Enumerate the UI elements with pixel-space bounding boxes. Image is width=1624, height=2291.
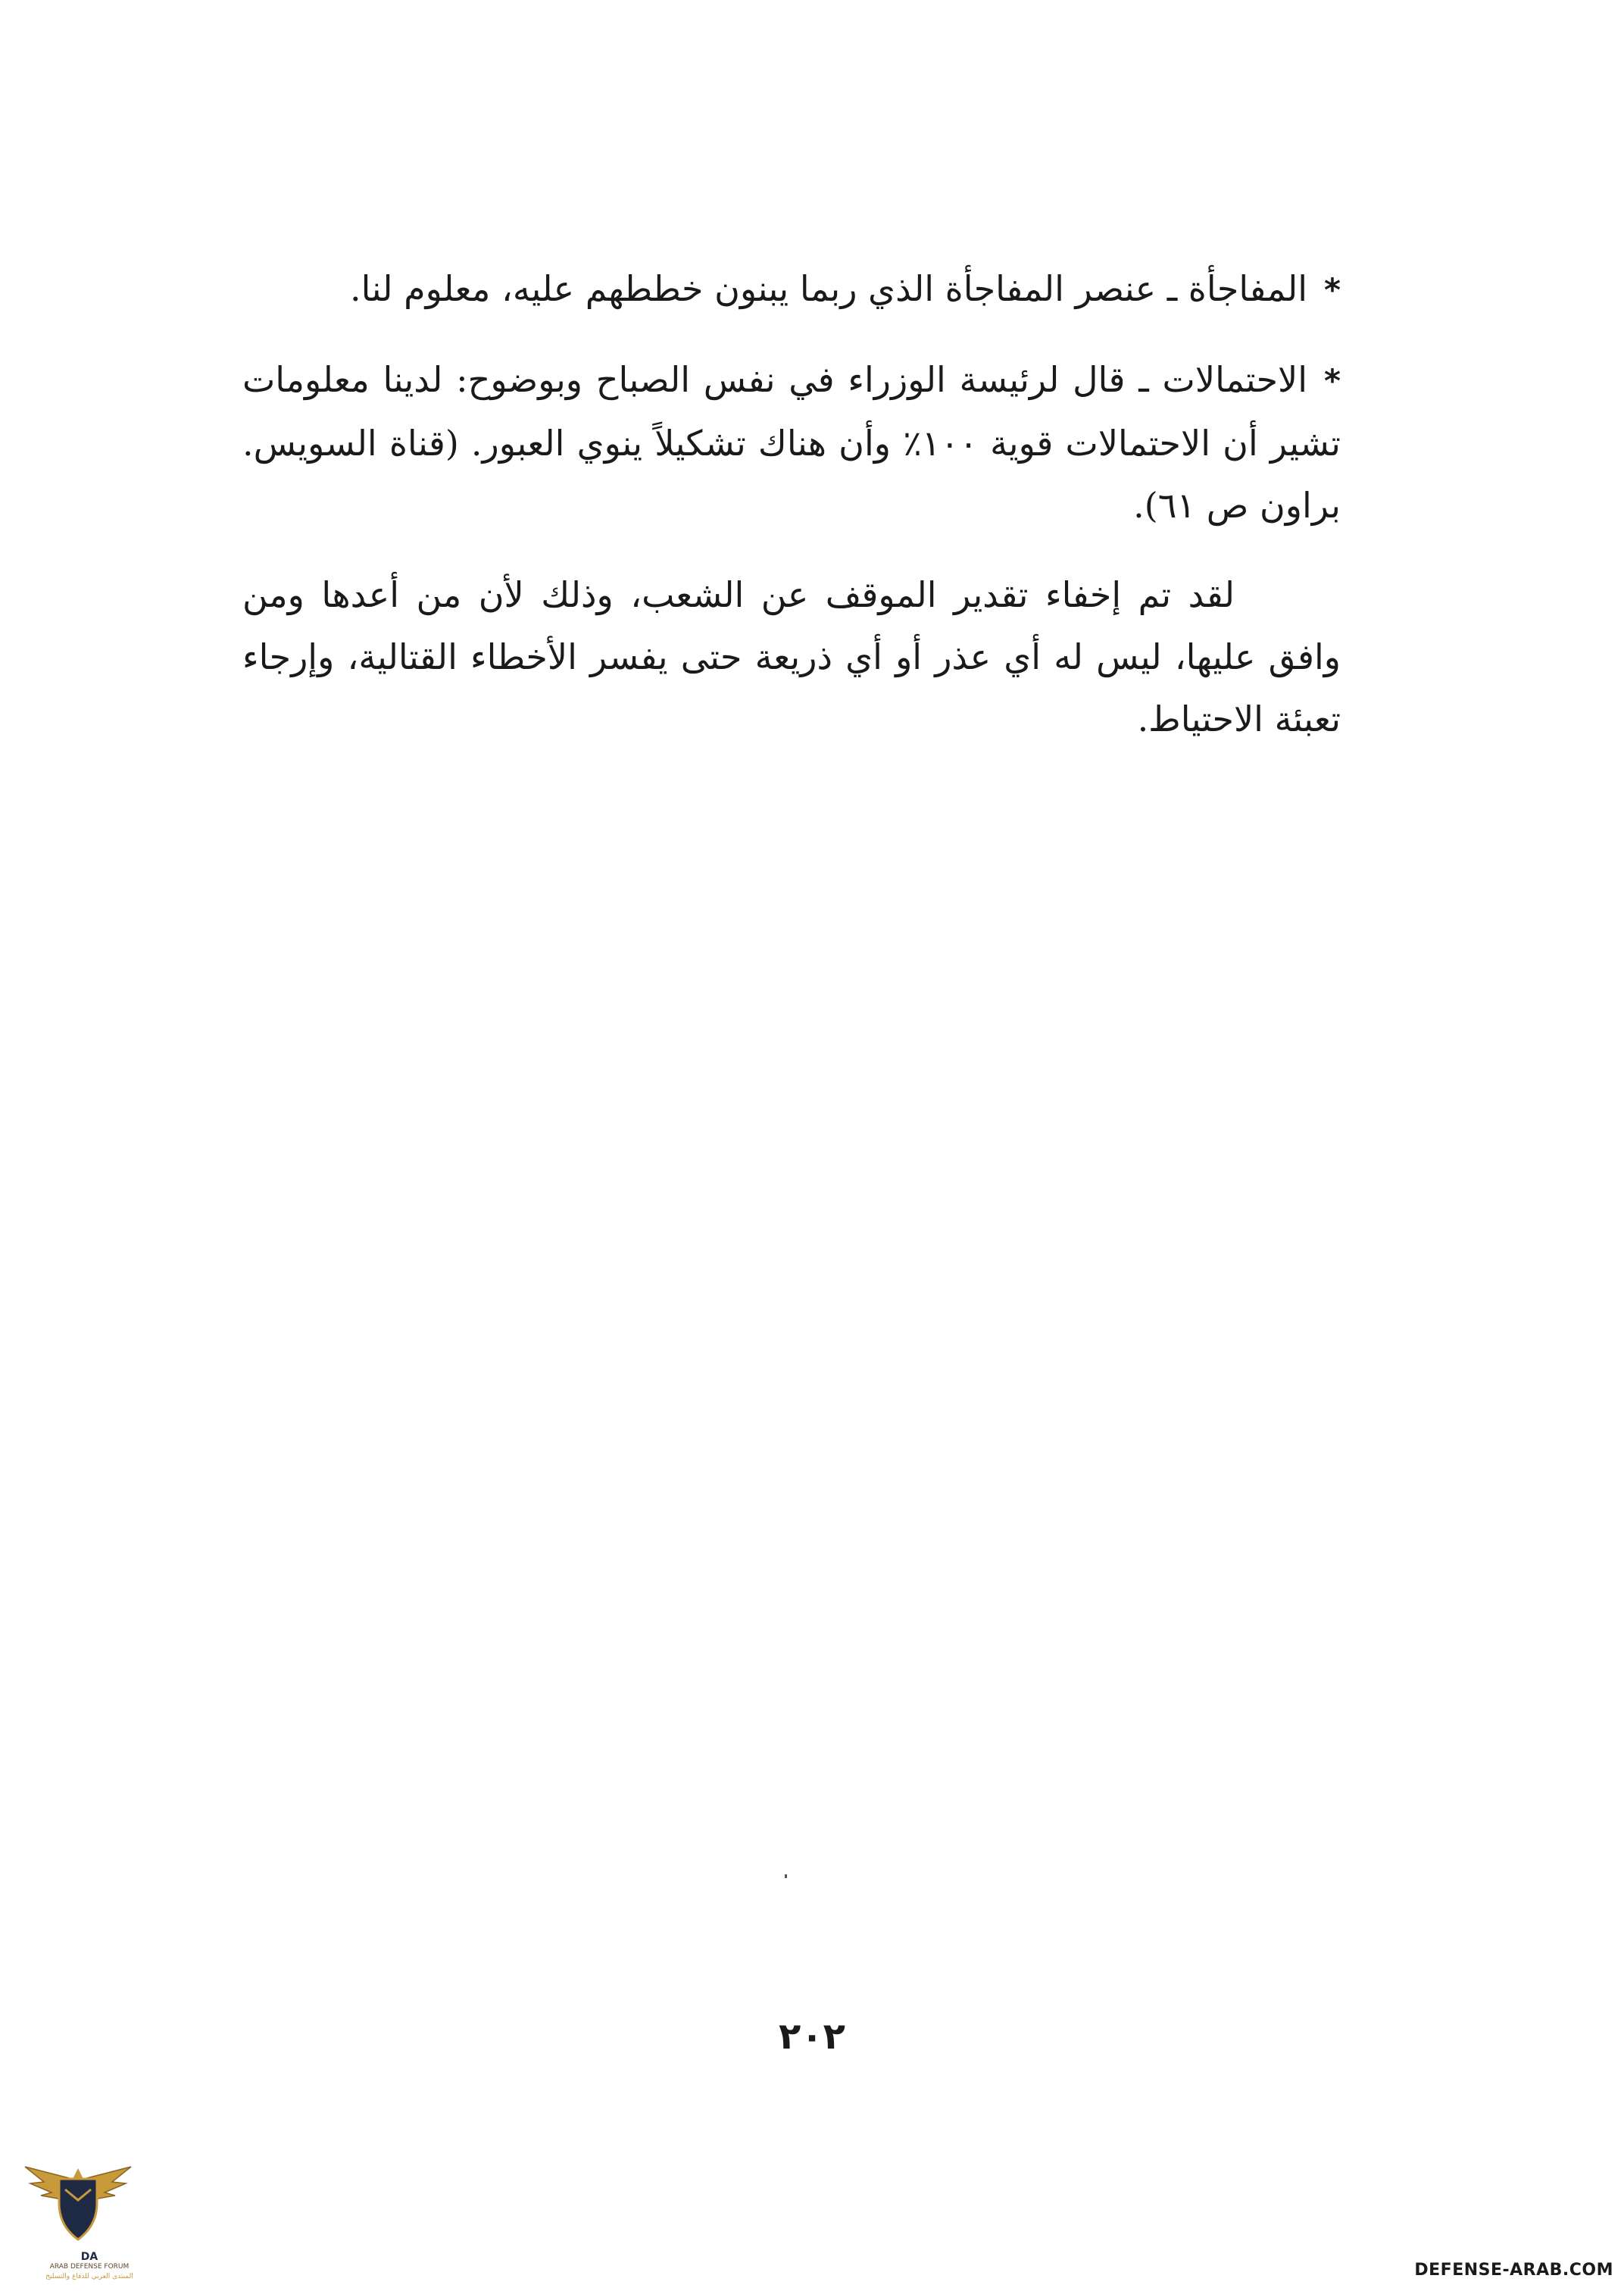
logo-monogram: DA: [80, 2251, 98, 2263]
asterisk-bullet: *: [1324, 271, 1341, 308]
logo-caption-en: ARAB DEFENSE FORUM: [49, 2263, 130, 2271]
paragraph-concealment: [242, 564, 1341, 750]
arab-defense-forum-logo: [21, 2150, 135, 2286]
scan-speck: [785, 1874, 787, 1878]
paragraph-text: المفاجأة ـ عنصر المفاجأة الذي ربما يبنون خططهم عليه، معلوم لنا.: [349, 268, 1308, 309]
asterisk-bullet: *: [1324, 362, 1341, 399]
paragraph-text: لقد تم إخفاء تقدير الموقف عن الشعب، وذلك لأن من أعدها ومن وافق عليها، ليس له أي عذر أو أي ذريعة حتى يفسر الأخطاء القتالية، وإرجاء تعبئة الاحتياط.: [242, 574, 1341, 739]
paragraph-probabilities: [242, 348, 1341, 536]
page-body: [242, 258, 1341, 777]
page-number: ٢٠٢: [779, 2015, 845, 2058]
watermark-url: DEFENSE-ARAB.COM: [1414, 2261, 1613, 2280]
logo-caption-ar: المنتدى العربي للدفاع والتسليح: [45, 2273, 133, 2280]
paragraph-text: الاحتمالات ـ قال لرئيسة الوزراء في نفس الصباح وبوضوح: لدينا معلومات تشير أن الاحتمالات قوية ١٠٠٪ وأن هناك تشكيلاً ينوي العبور. (قناة السويس. براون ص ٦١).: [242, 359, 1341, 526]
eagle-emblem-icon: [21, 2150, 135, 2252]
logo-caption: [21, 2252, 158, 2282]
paragraph-surprise: [242, 258, 1341, 321]
